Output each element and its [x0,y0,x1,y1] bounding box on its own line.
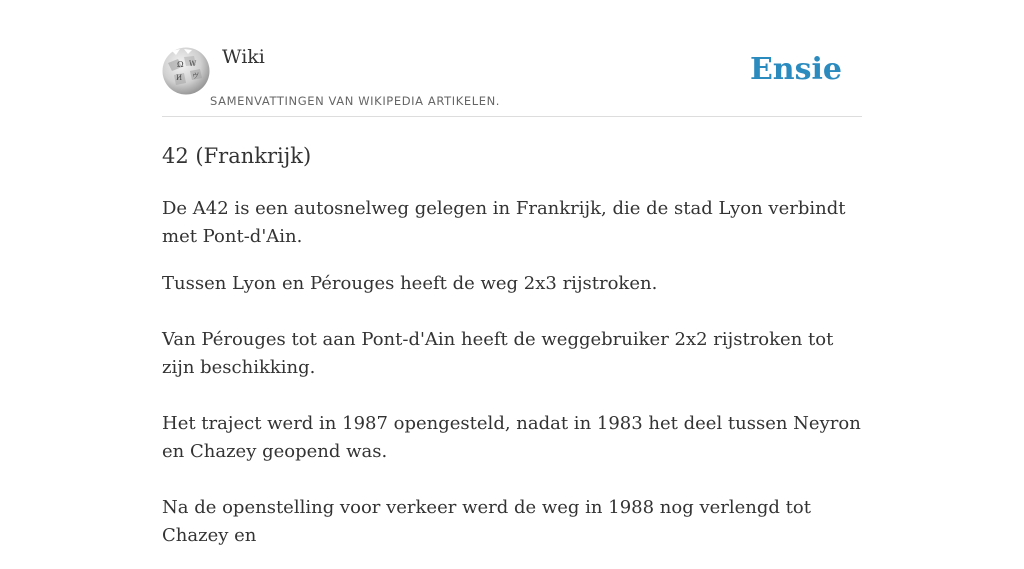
site-title[interactable]: Wiki [222,46,265,68]
article-paragraph: Van Pérouges tot aan Pont-d'Ain heeft de weggebruiker 2x2 rijstroken tot zijn beschikking. [162,329,834,378]
article-paragraph: Tussen Lyon en Pérouges heeft de weg 2x3 rijstroken. [162,273,658,294]
site-header [162,0,862,117]
article-title: 42 (Frankrijk) [162,144,312,168]
page-container [162,0,862,569]
svg-text:И: И [176,74,183,82]
article-paragraph: Na de openstelling voor verkeer werd de weg in 1988 nog verlengd tot Chazey en [162,497,811,546]
site-tagline: SAMENVATTINGEN VAN WIKIPEDIA ARTIKELEN. [210,94,501,108]
svg-text:Ω: Ω [177,60,184,69]
article-content [162,195,862,550]
article-paragraph: Het traject werd in 1987 opengesteld, nadat in 1983 het deel tussen Neyron en Chazey geopend was. [162,413,861,462]
svg-text:W: W [189,60,197,68]
svg-text:ヴ: ヴ [192,72,199,80]
wikipedia-globe-icon[interactable] [162,47,210,95]
ensie-logo-link[interactable]: Ensie [749,52,842,87]
article-paragraph: De A42 is een autosnelweg gelegen in Frankrijk, die de stad Lyon verbindt met Pont-d'Ain. [162,198,846,247]
